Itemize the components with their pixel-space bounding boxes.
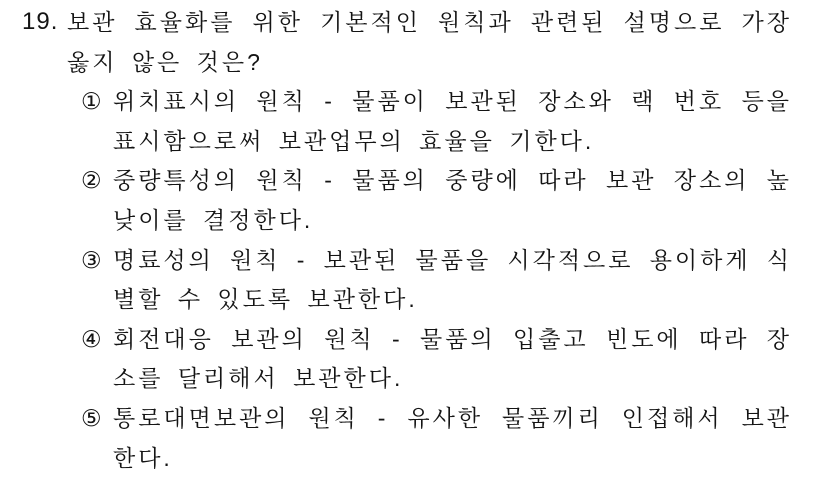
- option-2-marker: ②: [81, 167, 102, 194]
- option-5-text-line-1: 통로대면보관의 원칙 - 유사한 물품끼리 인접해서 보관: [113, 404, 792, 431]
- option-4-text-line-2: 소를 달리해서 보관한다.: [113, 365, 404, 392]
- option-3-text-line-2: 별할 수 있도록 보관한다.: [113, 286, 418, 313]
- question-line-1-row: [0, 2, 826, 42]
- option-2-row: [0, 160, 826, 200]
- option-4-row: [0, 319, 826, 359]
- option-4-row-2: [0, 358, 826, 398]
- option-3-text-line-1: 명료성의 원칙 - 보관된 물품을 시각적으로 용이하게 식: [113, 246, 792, 273]
- option-4-marker: ④: [81, 325, 102, 352]
- question-number: 19.: [22, 8, 59, 35]
- option-2-row-2: [0, 200, 826, 240]
- option-1-marker: ①: [81, 88, 102, 115]
- question-text-line-1: 보관 효율화를 위한 기본적인 원칙과 관련된 설명으로 가장: [67, 9, 792, 35]
- option-5-marker: ⑤: [81, 404, 102, 431]
- option-5-row: [0, 398, 826, 438]
- option-3-row: [0, 240, 826, 280]
- question-text-line-2: 옳지 않은 것은?: [67, 48, 263, 75]
- option-2-text-line-1: 중량특성의 원칙 - 물품의 중량에 따라 보관 장소의 높: [113, 167, 792, 194]
- option-4-text-line-1: 회전대응 보관의 원칙 - 물품의 입출고 빈도에 따라 장: [113, 325, 792, 352]
- option-3-marker: ③: [81, 246, 102, 273]
- option-1-text-line-1: 위치표시의 원칙 - 물품이 보관된 장소와 랙 번호 등을: [113, 88, 792, 115]
- question-line-2-row: [0, 42, 826, 82]
- option-1-row: [0, 81, 826, 121]
- option-3-row-2: [0, 279, 826, 319]
- option-5-text-line-2: 한다.: [113, 444, 173, 471]
- option-2-text-line-2: 낮이를 결정한다.: [113, 206, 314, 233]
- option-1-row-2: [0, 121, 826, 161]
- option-5-row-2: [0, 438, 826, 478]
- option-1-text-line-2: 표시함으로써 보관업무의 효율을 기한다.: [113, 127, 595, 154]
